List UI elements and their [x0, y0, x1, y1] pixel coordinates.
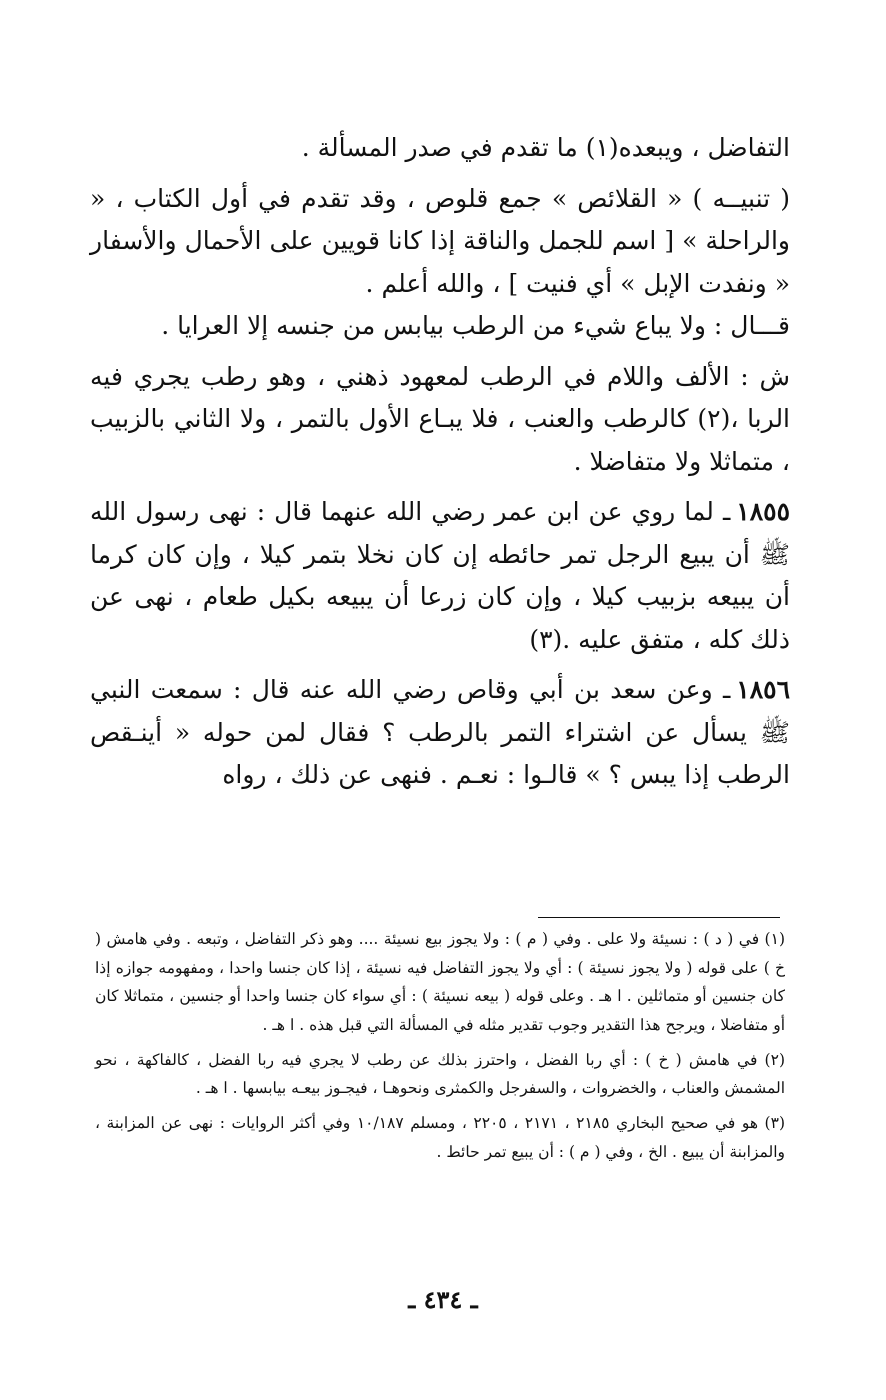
footnote-3: (٣) هو في صحيح البخاري ٢١٨٥ ، ٢١٧١ ، ٢٢٠٥ ، ومسلم ١٠/١٨٧ وفي أكثر الروايات : نهى عن المزابنة ، والمزابنة أن يبيع . الخ ، وفي ( م ) : أن يبيع تمر حائط .	[95, 1114, 785, 1161]
paragraph-note: ( تنبيــه ) « القلائص » جمع قلوص ، وقد تقدم في أول الكتاب ، « والراحلة » [ اسم للجمل والناقة إذا كانا قويين على الأحمال والأسفار « ونفدت الإبل » أي فنيت ] ، والله أعلم .	[90, 183, 790, 298]
hadith-number: ١٨٥٥	[736, 497, 790, 526]
page-number: ـ ٤٣٤ ـ	[408, 1285, 478, 1314]
footnote-1: (١) في ( د ) : نسيئة ولا على . وفي ( م ) : ولا يجوز بيع نسيئة .... وهو ذكر التفاضل ، وتبعه . وفي هامش ( خ ) على قوله ( ولا يجوز نسيئة ) : أي ولا يجوز التفاضل فيه نسيئة ، إذا كان جنسا واحدا ، ومفهومه جوازه إذا كان جنسين أو متماثلين . ا هـ . وعلى قوله ( بيعه نسيئة ) : أي سواء كان جنسا واحدا أو جنسين ، متماثلا كان أو متفاضلا ، ويرجح هذا التقدير وجوب تقدير مثله في المسألة التي قبل هذه . ا هـ .	[95, 930, 785, 1035]
footnote-separator	[538, 917, 780, 918]
hadith-1856	[90, 669, 790, 797]
paragraph-statement: قـــال : ولا يباع شيء من الرطب بيابس من جنسه إلا العرايا .	[161, 311, 790, 340]
hadith-number: ١٨٥٦	[736, 675, 790, 704]
hadith-1855	[90, 491, 790, 661]
footnotes	[95, 925, 785, 1172]
hadith-text: ـ لما روي عن ابن عمر رضي الله عنهما قال : نهى رسول الله ﷺ أن يبيع الرجل تمر حائطه إن كان نخلا بتمر كيلا ، وإن كان كرما أن يبيعه بزبيب كيلا ، وإن كان زرعا أن يبيعه بكيل طعام ، نهى عن ذلك كله ، متفق عليه .(٣)	[90, 497, 790, 654]
paragraph-continuation: التفاضل ، ويبعده(١) ما تقدم في صدر المسألة .	[301, 133, 790, 162]
main-text	[90, 127, 790, 797]
paragraph-commentary: ش : الألف واللام في الرطب لمعهود ذهني ، وهو رطب يجري فيه الربا ،(٢) كالرطب والعنب ، فلا يبـاع الأول بالتمر ، ولا الثاني بالزبيب ، متماثلا ولا متفاضلا .	[90, 361, 791, 476]
hadith-text: ـ وعن سعد بن أبي وقاص رضي الله عنه قال : سمعت النبي ﷺ يسأل عن اشتراء التمر بالرطب ؟ فقال لمن حوله « أينـقص الرطب إذا يبس ؟ » قالـوا : نعـم . فنهى عن ذلك ، رواه	[90, 675, 790, 789]
footnote-2: (٢) في هامش ( خ ) : أي ربا الفضل ، واحترز بذلك عن رطب لا يجري فيه ربا الفضل ، كالفاكهة ، نحو المشمش والعناب ، والخضروات ، والسفرجل والكمثرى ونحوهـا ، فيجـوز بيعـه بيابسها . ا هـ .	[95, 1050, 785, 1098]
